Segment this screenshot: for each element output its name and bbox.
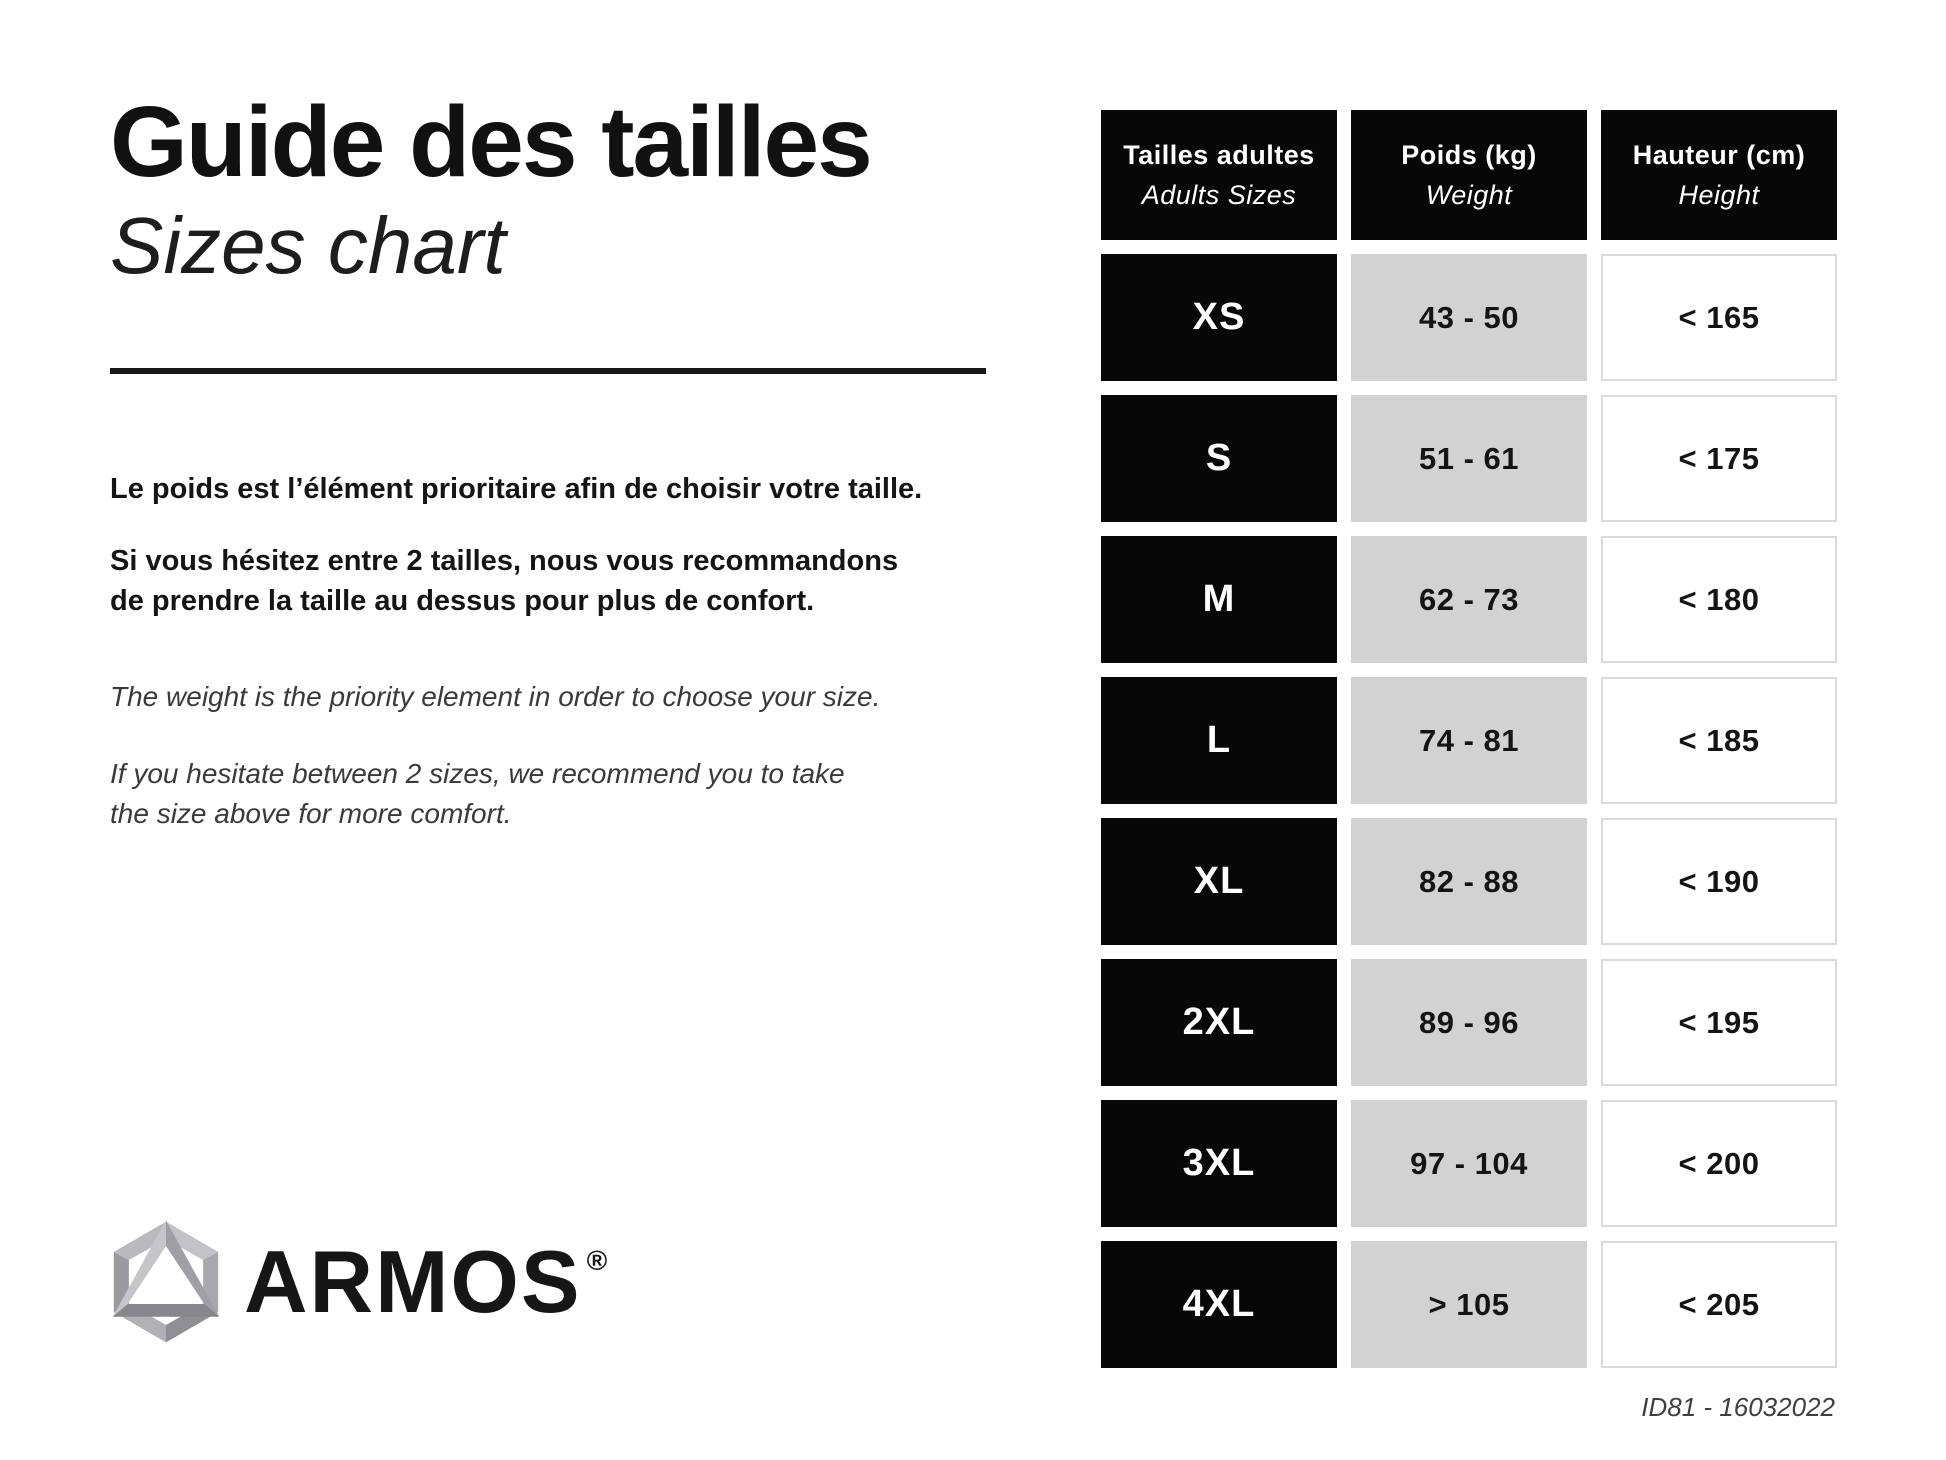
brand-name: ARMOS xyxy=(244,1232,582,1331)
header-height-en: Height xyxy=(1678,179,1760,210)
height-cell-l: < 185 xyxy=(1601,677,1837,804)
size-cell-2xl: 2XL xyxy=(1101,959,1337,1086)
header-sizes-fr: Tailles adultes xyxy=(1123,139,1315,170)
brand-wordmark xyxy=(244,1232,608,1331)
intro-fr-weight: Le poids est l’élément prioritaire afin de choisir votre taille. xyxy=(110,473,923,505)
header-sizes-en: Adults Sizes xyxy=(1141,179,1297,210)
size-cell-4xl: 4XL xyxy=(1101,1241,1337,1368)
page-title-fr: Guide des tailles xyxy=(110,86,871,198)
weight-cell-4xl: > 105 xyxy=(1351,1241,1587,1368)
header-cell-height xyxy=(1601,110,1837,240)
size-cell-m: M xyxy=(1101,536,1337,663)
weight-cell-xs: 43 - 50 xyxy=(1351,254,1587,381)
height-cell-2xl: < 195 xyxy=(1601,959,1837,1086)
height-cell-3xl: < 200 xyxy=(1601,1100,1837,1227)
intro-fr-hesitate xyxy=(110,541,898,621)
brand-logo xyxy=(108,1218,607,1346)
header-weight-en: Weight xyxy=(1425,179,1513,210)
page-title-en: Sizes chart xyxy=(110,201,506,290)
document-id: ID81 - 16032022 xyxy=(1641,1392,1835,1422)
height-cell-xs: < 165 xyxy=(1601,254,1837,381)
headline xyxy=(110,86,871,290)
weight-cell-2xl: 89 - 96 xyxy=(1351,959,1587,1086)
title-divider xyxy=(110,368,986,374)
height-cell-xl: < 190 xyxy=(1601,818,1837,945)
weight-cell-3xl: 97 - 104 xyxy=(1351,1100,1587,1227)
intro-en-hesitate xyxy=(110,754,845,834)
size-cell-l: L xyxy=(1101,677,1337,804)
registered-mark: ® xyxy=(586,1245,608,1276)
height-cell-m: < 180 xyxy=(1601,536,1837,663)
weight-cell-s: 51 - 61 xyxy=(1351,395,1587,522)
armos-hexagon-triangle-icon xyxy=(108,1218,224,1346)
size-cell-3xl: 3XL xyxy=(1101,1100,1337,1227)
intro-fr-hesitate-line2: de prendre la taille au dessus pour plus de confort. xyxy=(110,585,815,617)
intro-en-hesitate-line1: If you hesitate between 2 sizes, we recommend you to take xyxy=(110,758,845,789)
header-weight-fr: Poids (kg) xyxy=(1401,139,1537,170)
weight-cell-m: 62 - 73 xyxy=(1351,536,1587,663)
height-cell-4xl: < 205 xyxy=(1601,1241,1837,1368)
weight-cell-xl: 82 - 88 xyxy=(1351,818,1587,945)
header-height-fr: Hauteur (cm) xyxy=(1632,139,1806,170)
intro-fr-hesitate-line1: Si vous hésitez entre 2 tailles, nous vous recommandons xyxy=(110,545,899,577)
size-table xyxy=(1101,110,1837,1368)
intro-en-hesitate-line2: the size above for more comfort. xyxy=(110,798,512,829)
header-cell-sizes xyxy=(1101,110,1337,240)
weight-cell-l: 74 - 81 xyxy=(1351,677,1587,804)
size-cell-xs: XS xyxy=(1101,254,1337,381)
intro-en-weight: The weight is the priority element in order to choose your size. xyxy=(110,681,881,712)
size-cell-xl: XL xyxy=(1101,818,1337,945)
size-cell-s: S xyxy=(1101,395,1337,522)
header-cell-weight xyxy=(1351,110,1587,240)
height-cell-s: < 175 xyxy=(1601,395,1837,522)
